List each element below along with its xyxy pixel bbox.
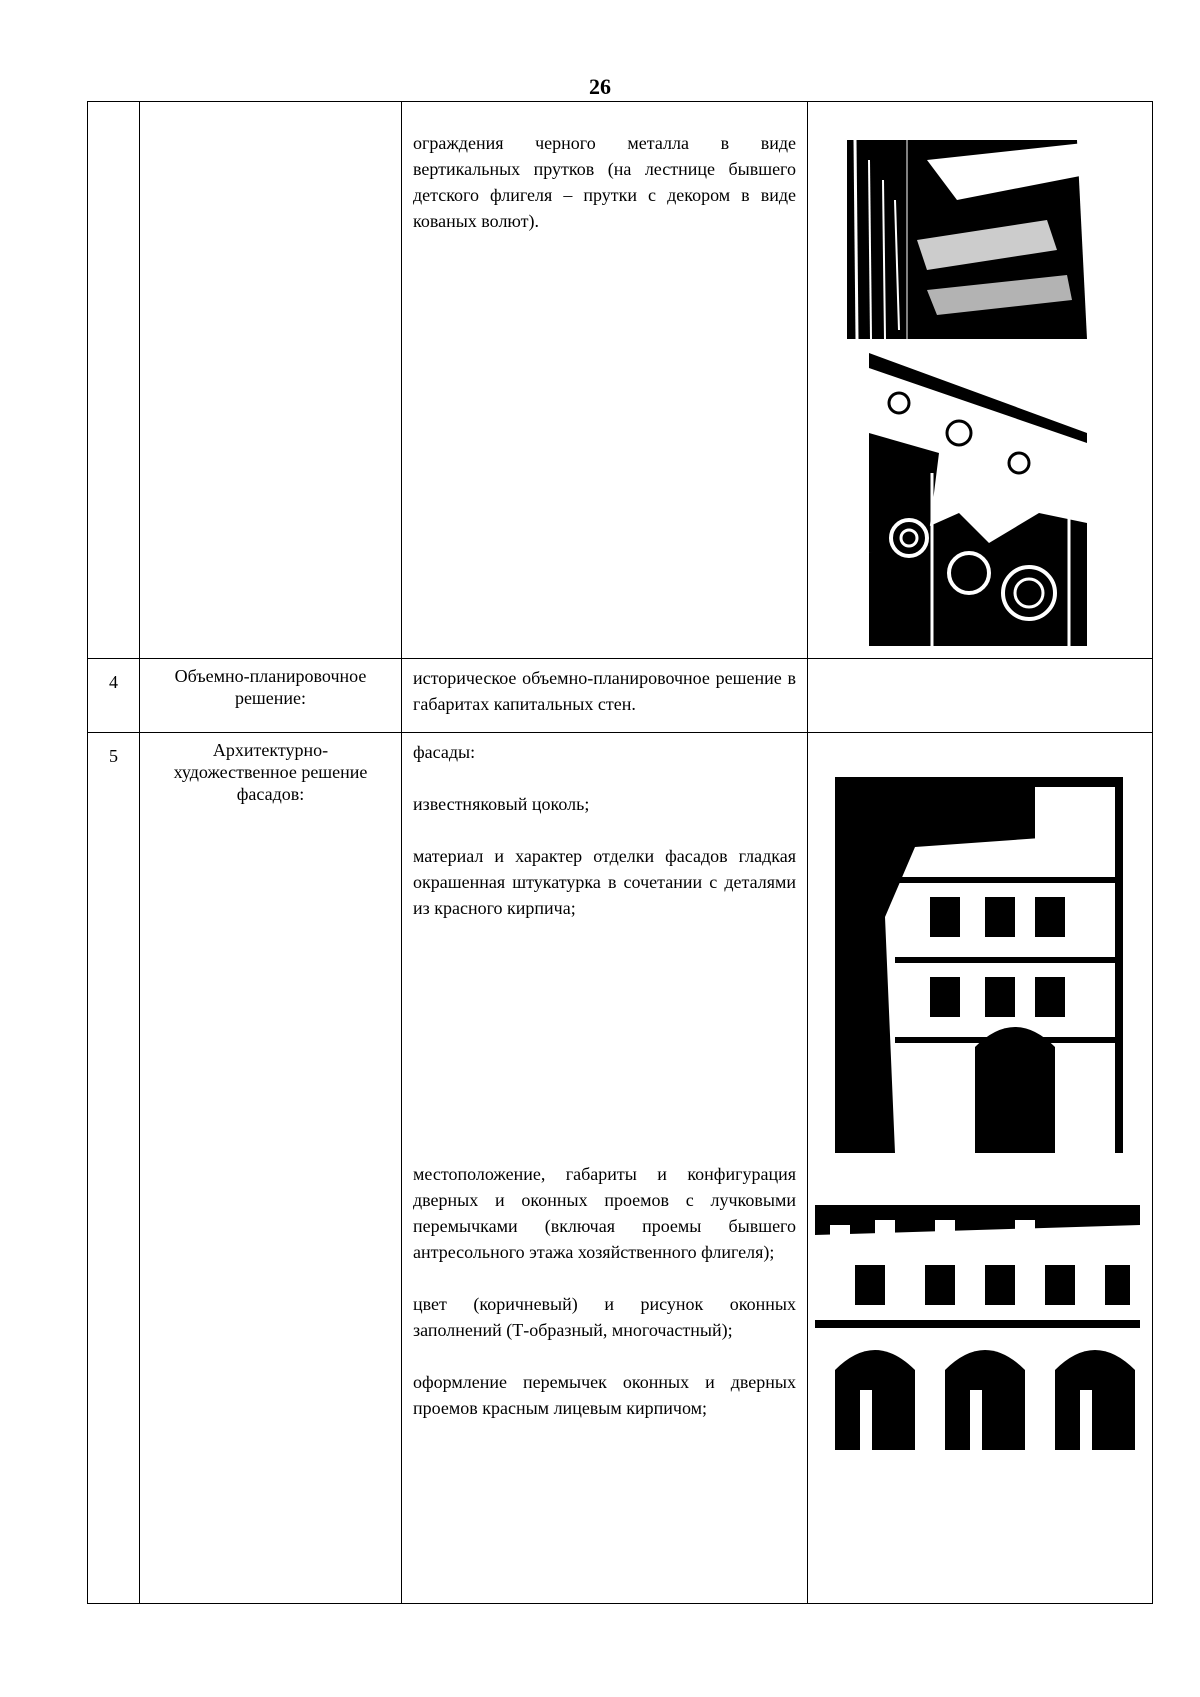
description-paragraph: материал и характер отделки фасадов гладкая окрашенная штукатурка в сочетании с деталями из красного кирпича; <box>413 846 796 918</box>
description-paragraph: фасады: <box>413 742 476 762</box>
description-paragraph: ограждения черного металла в виде вертикальных прутков (на лестнице бывшего детского флигеля – прутки с декором в виде кованых волют). <box>413 133 796 231</box>
facade-photo <box>835 777 1123 1153</box>
description-paragraph: известняковый цоколь; <box>413 794 590 814</box>
row-number-cell <box>88 102 140 659</box>
row-description-cell <box>402 102 808 659</box>
row-name-cell: Объемно-планировочное решение: <box>140 659 402 733</box>
page-number: 26 <box>589 74 611 99</box>
row-number-cell: 4 <box>88 659 140 733</box>
volute-railing-photo <box>869 353 1087 646</box>
table-row <box>88 659 1153 733</box>
row-name-cell <box>140 102 402 659</box>
description-paragraph: цвет (коричневый) и рисунок оконных заполнений (Т-образный, многочастный); <box>413 1294 796 1340</box>
description-paragraph: местоположение, габариты и конфигурация дверных и оконных проемов с лучковыми перемычками (включая проемы бывшего антресольного этажа хозяйственного флигеля); <box>413 1164 796 1262</box>
railing-photo <box>847 140 1111 339</box>
row-photo-cell <box>808 659 1153 733</box>
row-name-cell: Архитектурно-художественное решение фасадов: <box>140 733 402 1604</box>
row-description-cell <box>402 733 808 1604</box>
courtyard-facade-photo <box>815 1205 1140 1450</box>
row-description-cell <box>402 659 808 733</box>
row-number-cell: 5 <box>88 733 140 1604</box>
description-paragraph: оформление перемычек оконных и дверных проемов красным лицевым кирпичом; <box>413 1372 796 1418</box>
description-paragraph: историческое объемно-планировочное решение в габаритах капитальных стен. <box>413 668 796 714</box>
